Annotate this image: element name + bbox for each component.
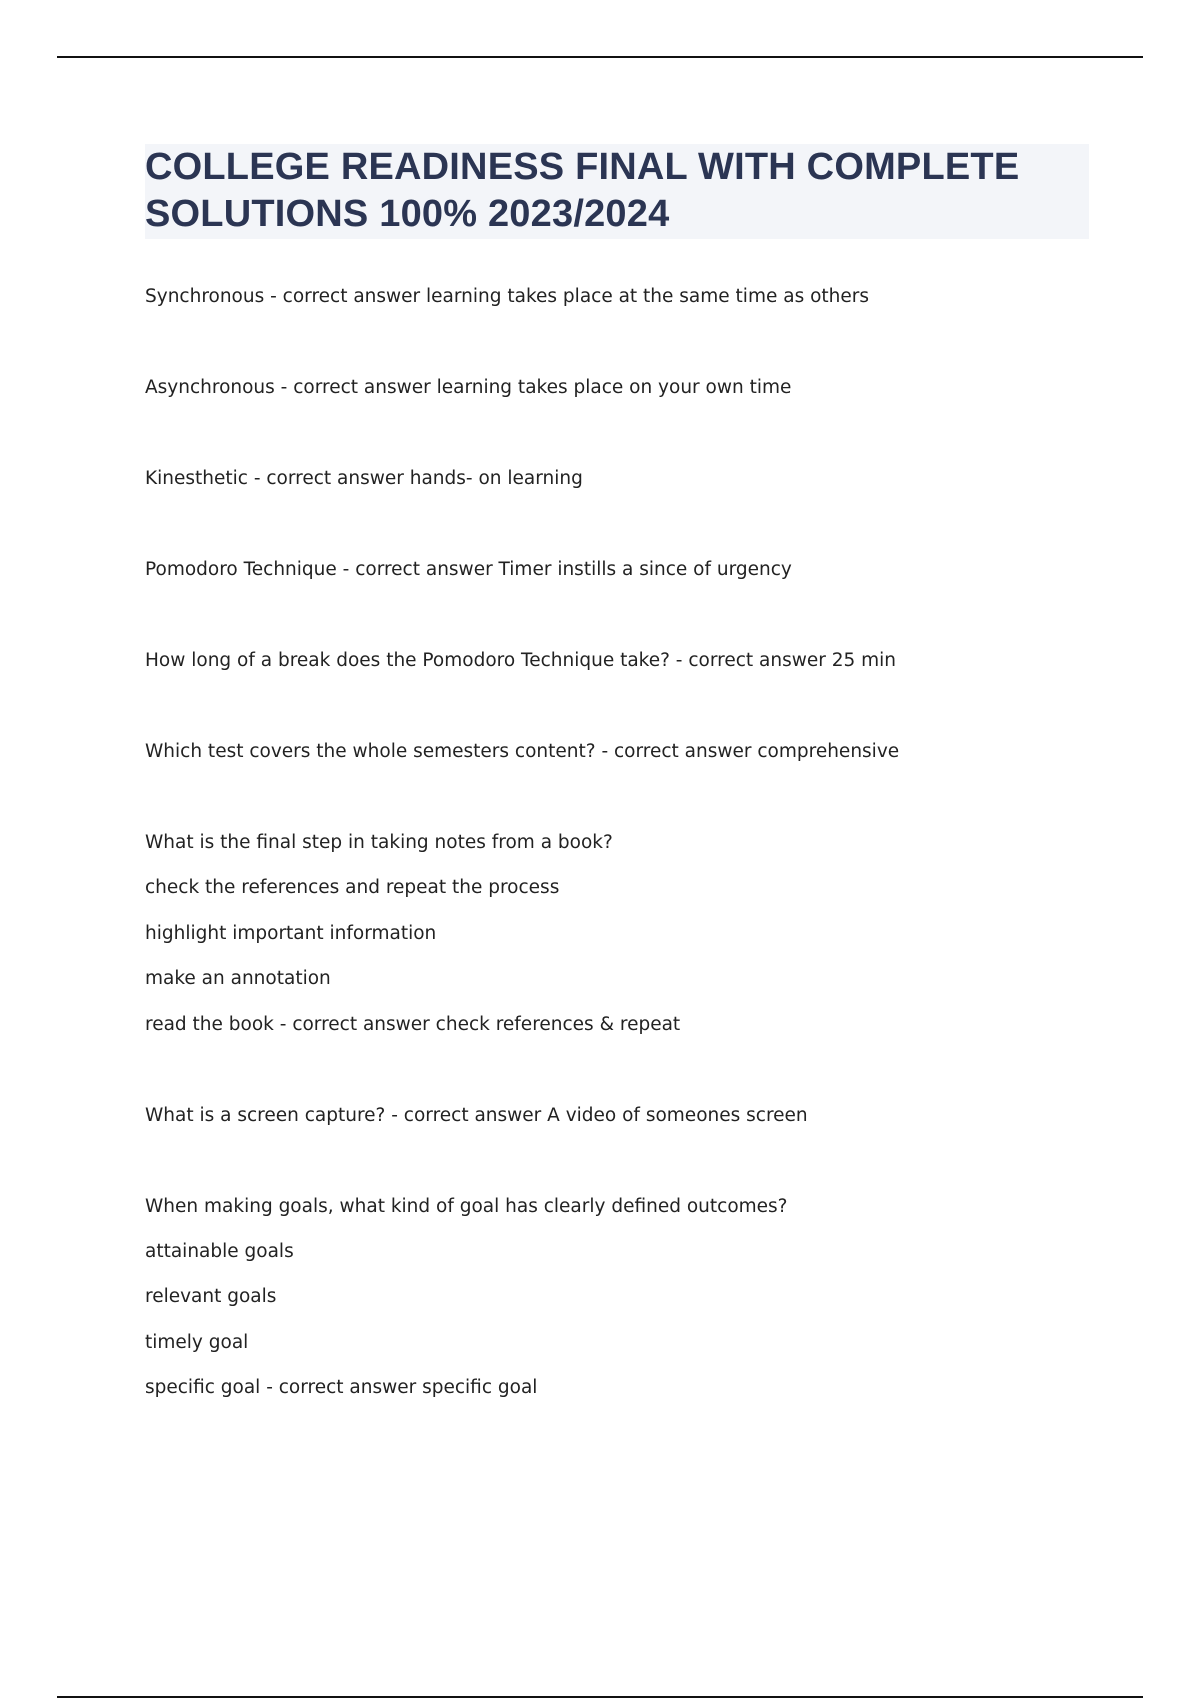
qa-question-line: What is a screen capture? - correct answer A video of someones screen xyxy=(145,1104,808,1126)
qa-item xyxy=(145,465,583,493)
qa-option-line: relevant goals xyxy=(145,1286,277,1308)
qa-item xyxy=(145,1193,788,1403)
qa-option-line: specific goal - correct answer specific goal xyxy=(145,1377,538,1399)
qa-option-line: attainable goals xyxy=(145,1240,294,1262)
qa-question-line: How long of a break does the Pomodoro Technique take? - correct answer 25 min xyxy=(145,650,897,671)
qa-item xyxy=(145,374,791,402)
qa-item xyxy=(145,738,899,766)
qa-option-line: read the book - correct answer check references & repeat xyxy=(145,1013,681,1035)
qa-item xyxy=(145,556,792,584)
qa-option-line: highlight important information xyxy=(145,922,437,944)
qa-question-line: Synchronous - correct answer learning takes place at the same time as others xyxy=(145,286,870,307)
qa-question-line: When making goals, what kind of goal has clearly defined outcomes? xyxy=(145,1195,788,1217)
qa-question-line: Asynchronous - correct answer learning takes place on your own time xyxy=(145,377,792,398)
qa-item xyxy=(145,283,869,311)
qa-question-line: Pomodoro Technique - correct answer Timer instills a since of urgency xyxy=(145,559,792,580)
top-rule xyxy=(57,56,1143,58)
qa-question-line: Which test covers the whole semesters content? - correct answer comprehensive xyxy=(145,741,900,762)
qa-option-line: timely goal xyxy=(145,1331,249,1353)
document-title: COLLEGE READINESS FINAL WITH COMPLETE SOLUTIONS 100% 2023/2024 xyxy=(145,146,1020,235)
qa-option-line: check the references and repeat the process xyxy=(145,877,560,899)
qa-item xyxy=(145,647,896,675)
qa-item xyxy=(145,1102,808,1130)
qa-question-line: What is the final step in taking notes from a book? xyxy=(145,832,613,853)
qa-item xyxy=(145,829,680,1039)
qa-option-line: make an annotation xyxy=(145,968,331,990)
title-banner xyxy=(145,144,1089,239)
qa-question-line: Kinesthetic - correct answer hands- on learning xyxy=(145,468,583,489)
bottom-rule xyxy=(57,1696,1143,1698)
